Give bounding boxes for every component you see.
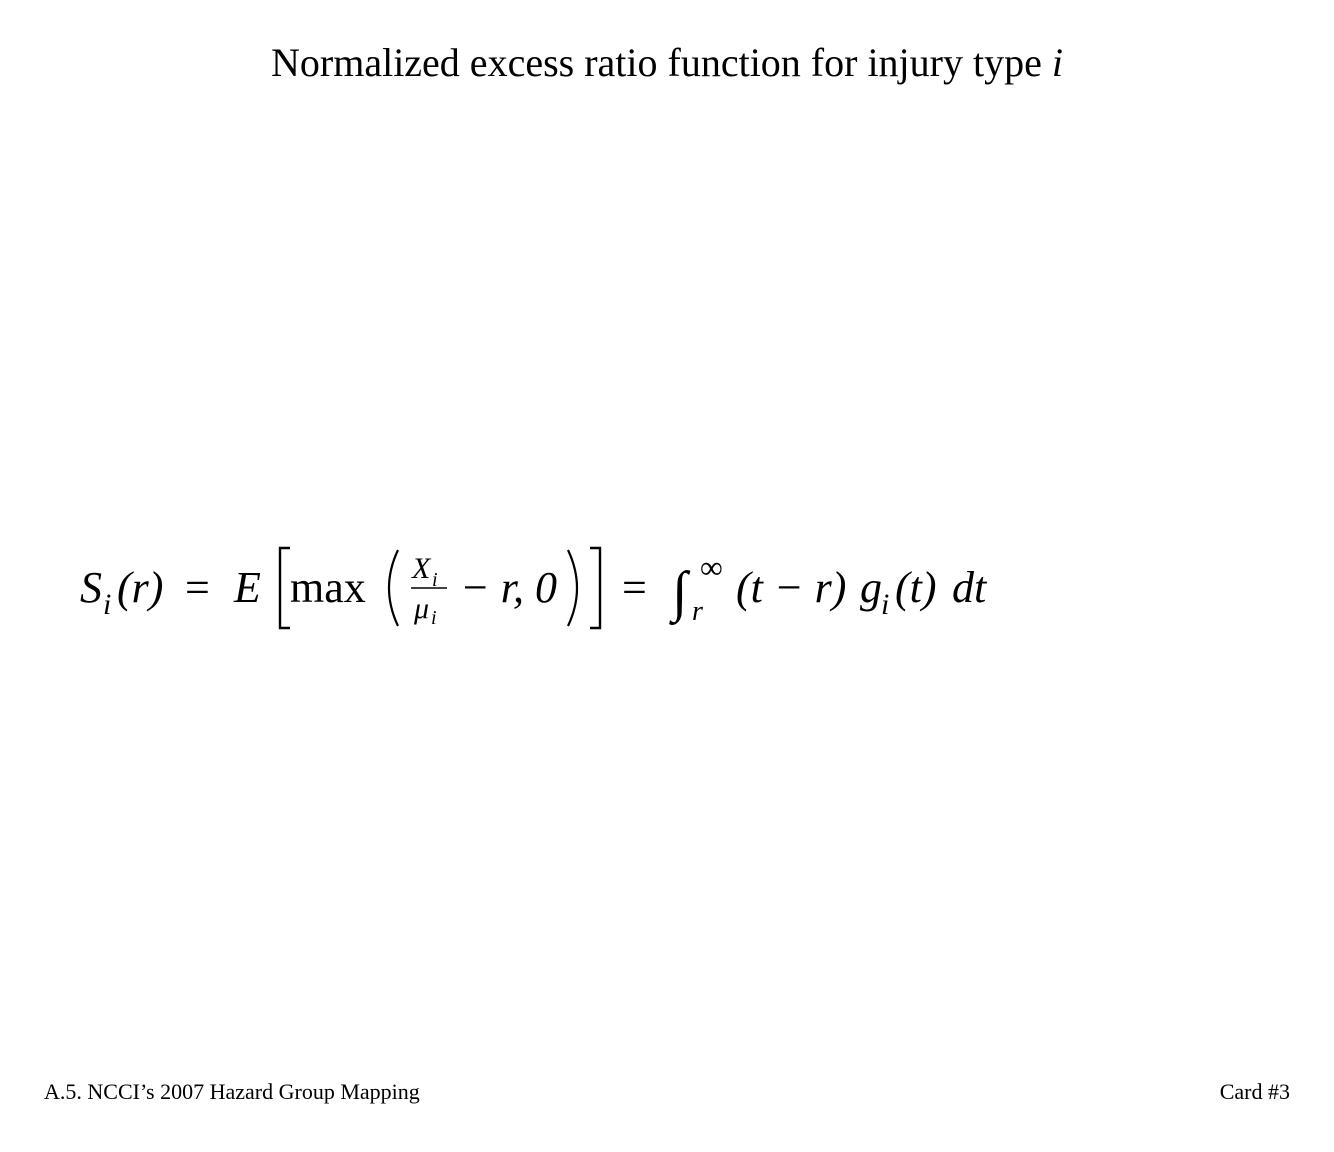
integrand-argument: (t) <box>895 563 937 612</box>
integrand-subscript: i <box>881 588 890 621</box>
right-square-bracket <box>590 548 600 628</box>
formula-expectation: E <box>234 563 261 612</box>
integral-upper-limit: ∞ <box>700 549 723 585</box>
footer-card-label: Card #3 <box>1219 1079 1290 1104</box>
fraction-numerator-subscript: i <box>432 569 438 591</box>
left-square-bracket <box>280 548 290 628</box>
formula-lhs-symbol: S <box>80 563 102 612</box>
fraction-denominator: μ <box>414 592 430 625</box>
excess-ratio-formula <box>0 500 1334 680</box>
title-text: Normalized excess ratio function for injury type <box>271 40 1042 85</box>
formula-max-operator: max <box>290 563 366 612</box>
integral-lower-limit: r <box>692 596 703 627</box>
integrand-part-1: (t − r) <box>736 563 847 612</box>
integrand-function: g <box>860 563 882 612</box>
title-variable: i <box>1051 40 1063 85</box>
integral-sign: ∫ <box>672 561 688 623</box>
right-parenthesis <box>568 550 577 626</box>
formula-equals-1: = <box>185 563 210 612</box>
slide-title <box>0 38 1334 88</box>
fraction-numerator: X <box>412 552 431 585</box>
formula-lhs-argument: (r) <box>117 563 164 612</box>
left-parenthesis <box>389 550 398 626</box>
formula-differential: dt <box>952 563 987 612</box>
formula-lhs-subscript: i <box>103 588 112 621</box>
formula-minus-term: − r, 0 <box>460 563 557 612</box>
fraction-denominator-subscript: i <box>431 607 437 629</box>
footer-section-label: A.5. NCCI’s 2007 Hazard Group Mapping <box>44 1079 420 1104</box>
formula-equals-2: = <box>622 563 647 612</box>
